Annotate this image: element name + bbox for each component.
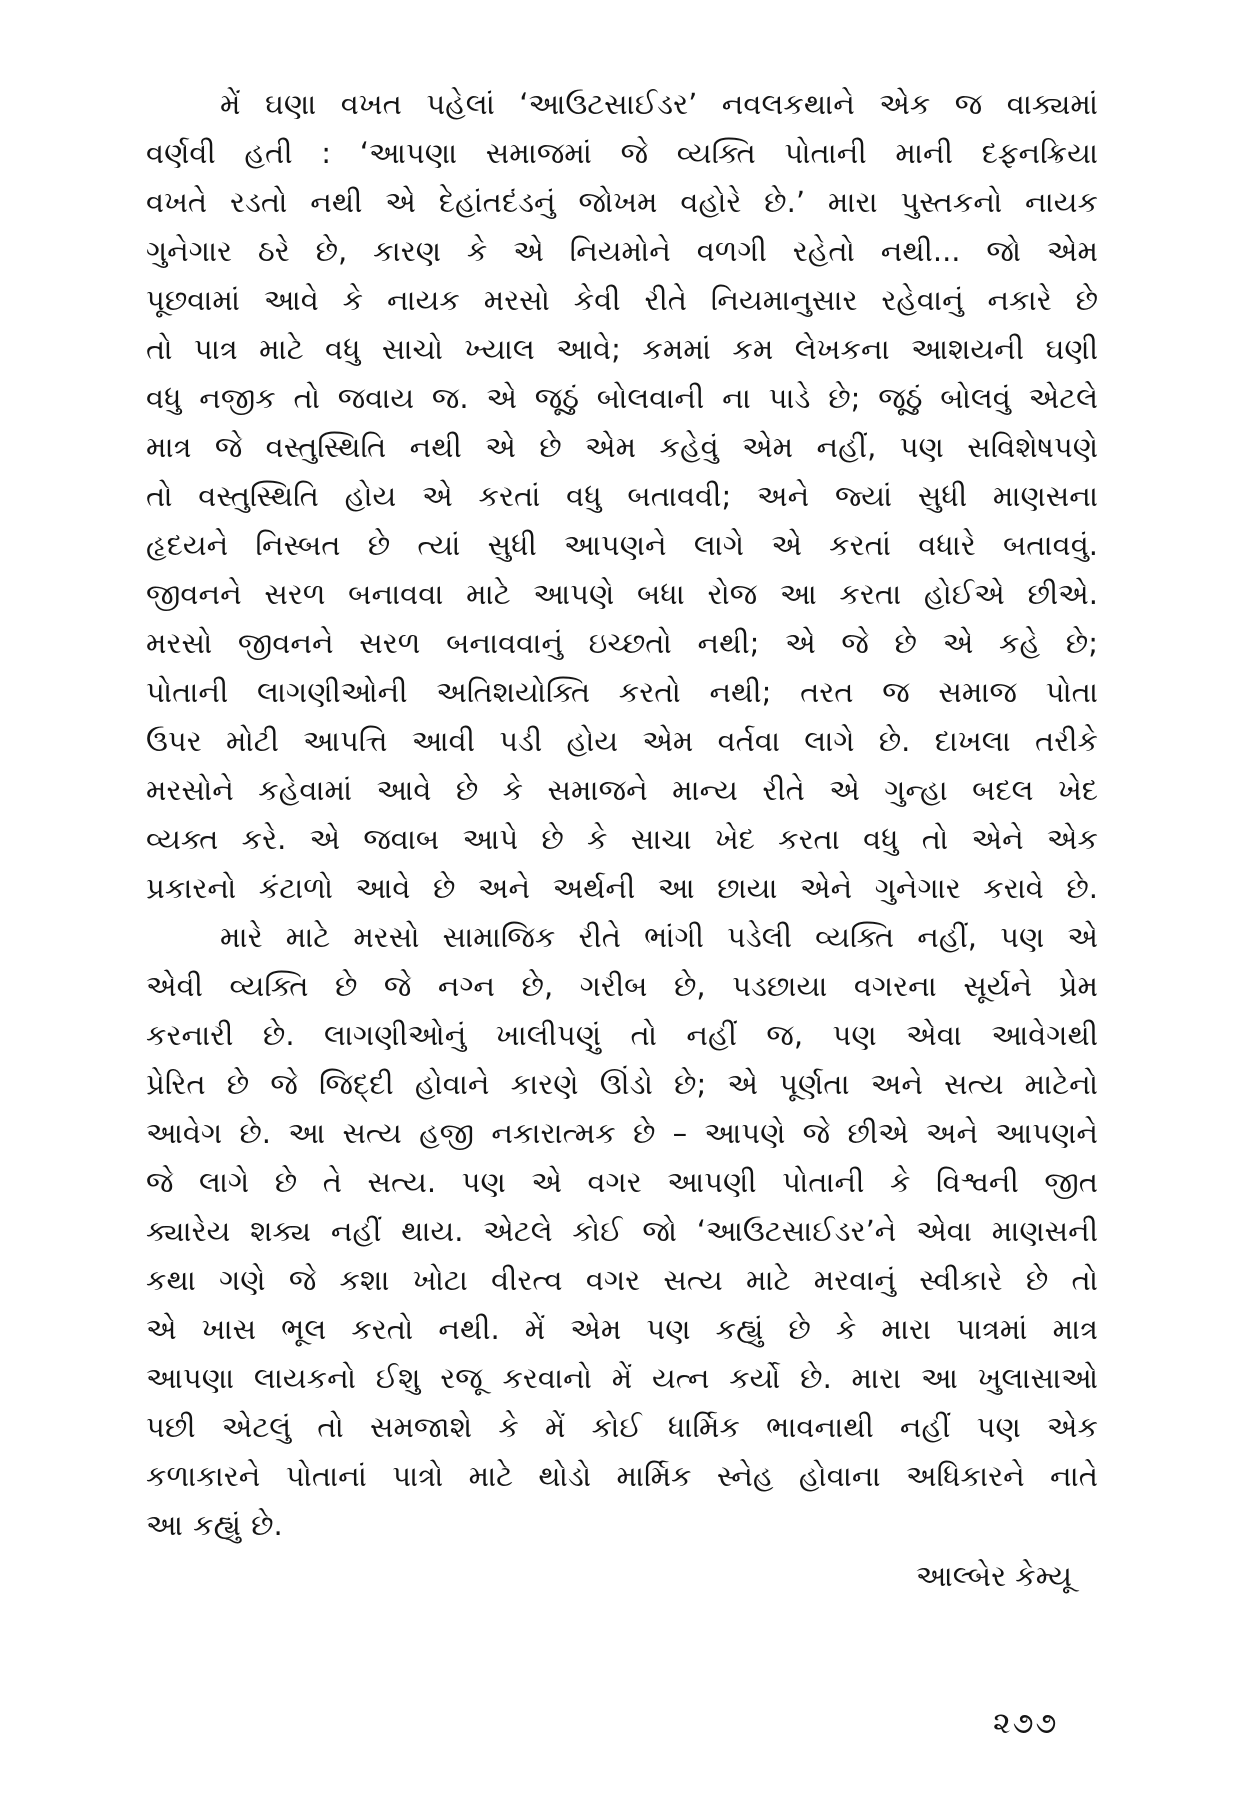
text-line: ક્યારેય શક્ય નહીં થાય. એટલે કોઈ જો ‘આઉટસાઈડર’ને એવા માણસની (146, 1214, 1098, 1248)
text-line: પૂછવામાં આવે કે નાયક મરસો કેવી રીતે નિયમાનુસાર રહેવાનું નકારે છે (146, 283, 1098, 317)
text-line: પોતાની લાગણીઓની અતિશયોક્તિ કરતો નથી; તરત જ સમાજ પોતા (146, 675, 1098, 709)
text-line: વ્યક્ત કરે. એ જવાબ આપે છે કે સાચા ખેદ કરતા વધુ તો એને એક (146, 822, 1098, 856)
text-line: ઉપર મોટી આપત્તિ આવી પડી હોય એમ વર્તવા લાગે છે. દાખલા તરીકે (146, 724, 1098, 758)
text-line: જે લાગે છે તે સત્ય. પણ એ વગર આપણી પોતાની કે વિશ્વની જીત (146, 1165, 1098, 1199)
text-line: એ ખાસ ભૂલ કરતો નથી. મેં એમ પણ કહ્યું છે કે મારા પાત્રમાં માત્ર (146, 1312, 1098, 1346)
text-line: વધુ નજીક તો જવાય જ. એ જૂઠું બોલવાની ના પાડે છે; જૂઠું બોલવું એટલે (146, 381, 1098, 415)
text-line: કથા ગણે જે કશા ખોટા વીરત્વ વગર સત્ય માટે મરવાનું સ્વીકારે છે તો (146, 1263, 1098, 1297)
text-line: પછી એટલું તો સમજાશે કે મેં કોઈ ધાર્મિક ભાવનાથી નહીં પણ એક (146, 1410, 1098, 1444)
text-line: એવી વ્યક્તિ છે જે નગ્ન છે, ગરીબ છે, પડછાયા વગરના સૂર્યને પ્રેમ (146, 969, 1098, 1003)
text-line: આ કહ્યું છે. (146, 1508, 283, 1542)
page-number: ૨૭૭ (993, 1706, 1059, 1741)
text-block (146, 80, 1098, 1601)
text-line: હૃદયને નિસ્બત છે ત્યાં સુધી આપણને લાગે એ કરતાં વધારે બતાવવું. (146, 528, 1098, 562)
text-line: કળાકારને પોતાનાં પાત્રો માટે થોડો માર્મિક સ્નેહ હોવાના અધિકારને નાતે (146, 1459, 1098, 1493)
paragraphs (146, 80, 1098, 1550)
author-signature: આલ્બેર કેમ્યૂ (915, 1559, 1072, 1593)
text-line: મરસોને કહેવામાં આવે છે કે સમાજને માન્ય રીતે એ ગુન્હા બદલ ખેદ (146, 773, 1098, 807)
text-line: આપણા લાયકનો ઈશુ રજૂ કરવાનો મેં યત્ન કર્યો છે. મારા આ ખુલાસાઓ (146, 1361, 1098, 1395)
text-line: તો વસ્તુસ્થિતિ હોય એ કરતાં વધુ બતાવવી; અને જ્યાં સુધી માણસના (146, 479, 1098, 513)
text-line: મેં ઘણા વખત પહેલાં ‘આઉટસાઈડર’ નવલકથાને એક જ વાક્યમાં (220, 87, 1098, 121)
text-line: ગુનેગાર ઠરે છે, કારણ કે એ નિયમોને વળગી રહેતો નથી... જો એમ (146, 234, 1098, 268)
text-line: વર્ણવી હતી : ‘આપણા સમાજમાં જે વ્યક્તિ પોતાની માની દફનક્રિયા (146, 136, 1098, 170)
text-line: કરનારી છે. લાગણીઓનું ખાલીપણું તો નહીં જ, પણ એવા આવેગથી (146, 1018, 1098, 1052)
text-line: મરસો જીવનને સરળ બનાવવાનું ઇચ્છતો નથી; એ જે છે એ કહે છે; (146, 626, 1098, 660)
text-line: પ્રેરિત છે જે જિદ્દી હોવાને કારણે ઊંડો છે; એ પૂર્ણતા અને સત્ય માટેનો (146, 1067, 1098, 1101)
text-line: પ્રકારનો કંટાળો આવે છે અને અર્થની આ છાયા એને ગુનેગાર કરાવે છે. (146, 871, 1098, 905)
text-line: વખતે રડતો નથી એ દેહાંતદંડનું જોખમ વહોરે છે.’ મારા પુસ્તકનો નાયક (146, 185, 1098, 219)
text-line: જીવનને સરળ બનાવવા માટે આપણે બધા રોજ આ કરતા હોઈએ છીએ. (146, 577, 1098, 611)
text-line: આવેગ છે. આ સત્ય હજી નકારાત્મક છે – આપણે જે છીએ અને આપણને (146, 1116, 1098, 1150)
text-line: તો પાત્ર માટે વધુ સાચો ખ્યાલ આવે; કમમાં કમ લેખકના આશયની ઘણી (146, 332, 1098, 366)
text-line: મારે માટે મરસો સામાજિક રીતે ભાંગી પડેલી વ્યક્તિ નહીં, પણ એ (220, 920, 1098, 954)
text-line: માત્ર જે વસ્તુસ્થિતિ નથી એ છે એમ કહેવું એમ નહીં, પણ સવિશેષપણે (146, 430, 1098, 464)
